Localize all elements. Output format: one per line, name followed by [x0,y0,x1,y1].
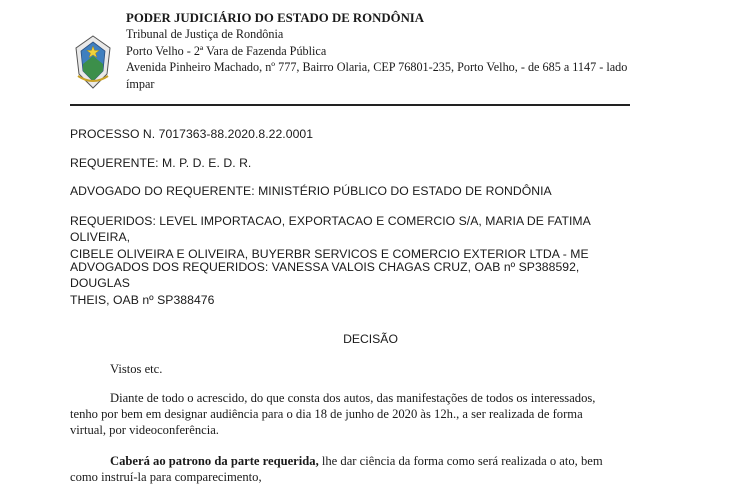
header-text [126,10,636,92]
document-header [70,10,640,106]
paragraph-patrono-rest: lhe dar ciência da forma como será realizada o ato, bem [318,454,603,468]
paragraph-audiencia [70,390,645,439]
header-vara: Porto Velho - 2ª Vara de Fazenda Pública [126,43,327,58]
coat-of-arms-rondonia-icon [74,34,112,90]
advogados-requeridos-line-1: ADVOGADOS DOS REQUERIDOS: VANESSA VALOIS CHAGAS CRUZ, OAB nº SP388592, DOUGLAS [70,260,580,291]
requeridos [70,213,640,262]
paragraph-patrono-line-2: como instruí-la para comparecimento, [70,470,262,485]
decision-heading: DECISÃO [343,332,398,346]
header-address-continuation: ímpar [126,76,155,91]
paragraph-vistos [70,361,645,377]
advogados-requeridos-line-2: THEIS, OAB nº SP388476 [70,292,215,307]
header-divider [70,104,630,106]
header-tribunal: Tribunal de Justiça de Rondônia [126,27,284,42]
paragraph-vistos-text: Vistos etc. [110,362,163,376]
header-address: Avenida Pinheiro Machado, nº 777, Bairro Olaria, CEP 76801-235, Porto Velho, - de 685 a 1147 - lado [126,60,628,75]
paragraph-patrono-line-1 [70,453,645,469]
paragraph-audiencia-line-2: tenho por bem em designar audiência para o dia 18 de junho de 2020 às 12h., a ser realizada de forma [70,407,583,422]
case-number: PROCESSO N. 7017363-88.2020.8.22.0001 [70,127,314,141]
paragraph-patrono-bold: Caberá ao patrono da parte requerida, [110,454,319,468]
paragraph-patrono [70,453,645,485]
paragraph-audiencia-line-3: virtual, por videoconferência. [70,423,219,438]
advogados-requeridos [70,259,640,308]
requeridos-line-1: REQUERIDOS: LEVEL IMPORTACAO, EXPORTACAO E COMERCIO S/A, MARIA DE FATIMA OLIVEIRA, [70,214,591,245]
paragraph-audiencia-line-1: Diante de todo o acrescido, do que consta dos autos, das manifestações de todos os interessados, [110,391,596,405]
advogado-requerente: ADVOGADO DO REQUERENTE: MINISTÉRIO PÚBLICO DO ESTADO DE RONDÔNIA [70,184,552,198]
header-title: PODER JUDICIÁRIO DO ESTADO DE RONDÔNIA [126,11,425,25]
requeridos-line-2: CIBELE OLIVEIRA E OLIVEIRA, BUYERBR SERVICOS E COMERCIO EXTERIOR LTDA - ME [70,246,589,261]
requerente: REQUERENTE: M. P. D. E. D. R. [70,156,252,170]
